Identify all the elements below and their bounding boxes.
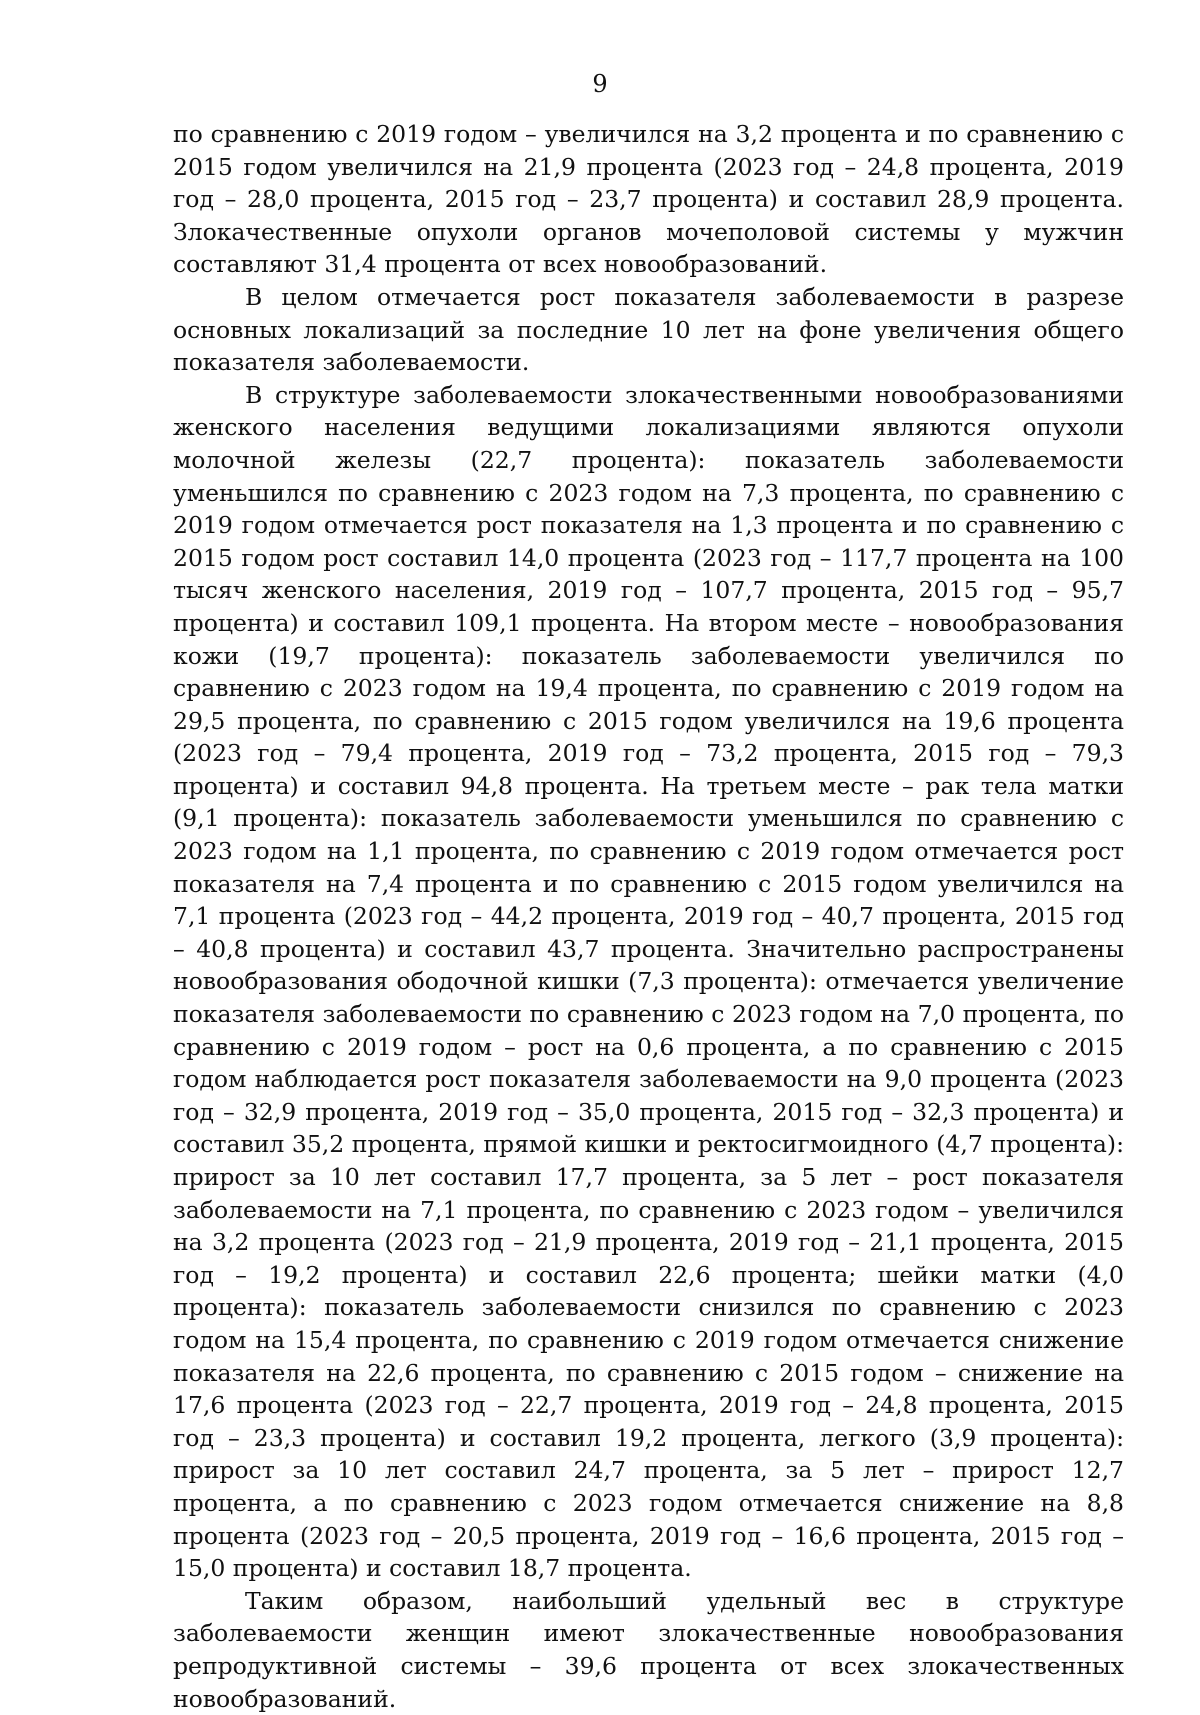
paragraph-conclusion: Таким образом, наибольший удельный вес в структуре заболеваемости женщин имеют злокачественные новообразования репродуктивной системы – 39,6 процента от всех злокачественных новообразований. [173,1586,1124,1713]
paragraph-overall-growth: В целом отмечается рост показателя заболеваемости в разрезе основных локализаций за последние 10 лет на фоне увеличения общего показателя заболеваемости. [173,282,1124,377]
body-text [173,118,1124,1715]
paragraph-male-urogenital: по сравнению с 2019 годом – увеличился на 3,2 процента и по сравнению с 2015 годом увеличился на 21,9 процента (2023 год – 24,8 процента, 2019 год – 28,0 процента, 2015 год – 23,7 процента) и составил 28,9 процента. Злокачественные опухоли органов мочеполовой системы у мужчин составляют 31,4 процента от всех новообразований. [173,120,1124,279]
paragraph-female-structure: В структуре заболеваемости злокачественными новообразованиями женского населения ведущими локализациями являются опухоли молочной железы (22,7 процента): показатель заболеваемости уменьшился по сравнению с 2023 годом на 7,3 процента, по сравнению с 2019 годом отмечается рост показателя на 1,3 процента и по сравнению с 2015 годом рост составил 14,0 процента (2023 год – 117,7 процента на 100 тысяч женского населения, 2019 год – 107,7 процента, 2015 год – 95,7 процента) и составил 109,1 процента. На втором месте – новообразования кожи (19,7 процента): показатель заболеваемости увеличился по сравнению с 2023 годом на 19,4 процента, по сравнению с 2019 годом на 29,5 процента, по сравнению с 2015 годом увеличился на 19,6 процента (2023 год – 79,4 процента, 2019 год – 73,2 процента, 2015 год – 79,3 процента) и составил 94,8 процента. На третьем месте – рак тела матки (9,1 процента): показатель заболеваемости уменьшился по сравнению с 2023 годом на 1,1 процента, по сравнению с 2019 годом отмечается рост показателя на 7,4 процента и по сравнению с 2015 годом увеличился на 7,1 процента (2023 год – 44,2 процента, 2019 год – 40,7 процента, 2015 год – 40,8 процента) и составил 43,7 процента. Значительно распространены новообразования ободочной кишки (7,3 процента): отмечается увеличение показателя заболеваемости по сравнению с 2023 годом на 7,0 процента, по сравнению с 2019 годом – рост на 0,6 процента, а по сравнению с 2015 годом наблюдается рост показателя заболеваемости на 9,0 процента (2023 год – 32,9 процента, 2019 год – 35,0 процента, 2015 год – 32,3 процента) и составил 35,2 процента, прямой кишки и ректосигмоидного (4,7 процента): прирост за 10 лет составил 17,7 процента, за 5 лет – рост показателя заболеваемости на 7,1 процента, по сравнению с 2023 годом – увеличился на 3,2 процента (2023 год – 21,9 процента, 2019 год – 21,1 процента, 2015 год – 19,2 процента) и составил 22,6 процента; шейки матки (4,0 процента): показатель заболеваемости снизился по сравнению с 2023 годом на 15,4 процента, по сравнению с 2019 годом отмечается снижение показателя на 22,6 процента, по сравнению с 2015 годом – снижение на 17,6 процента (2023 год – 22,7 процента, 2019 год – 24,8 процента, 2015 год – 23,3 процента) и составил 19,2 процента, легкого (3,9 процента): прирост за 10 лет составил 24,7 процента, за 5 лет – прирост 12,7 процента, а по сравнению с 2023 годом отмечается снижение на 8,8 процента (2023 год – 20,5 процента, 2019 год – 16,6 процента, 2015 год – 15,0 процента) и составил 18,7 процента. [173,380,1124,1583]
page-number: 9 [592,70,608,98]
